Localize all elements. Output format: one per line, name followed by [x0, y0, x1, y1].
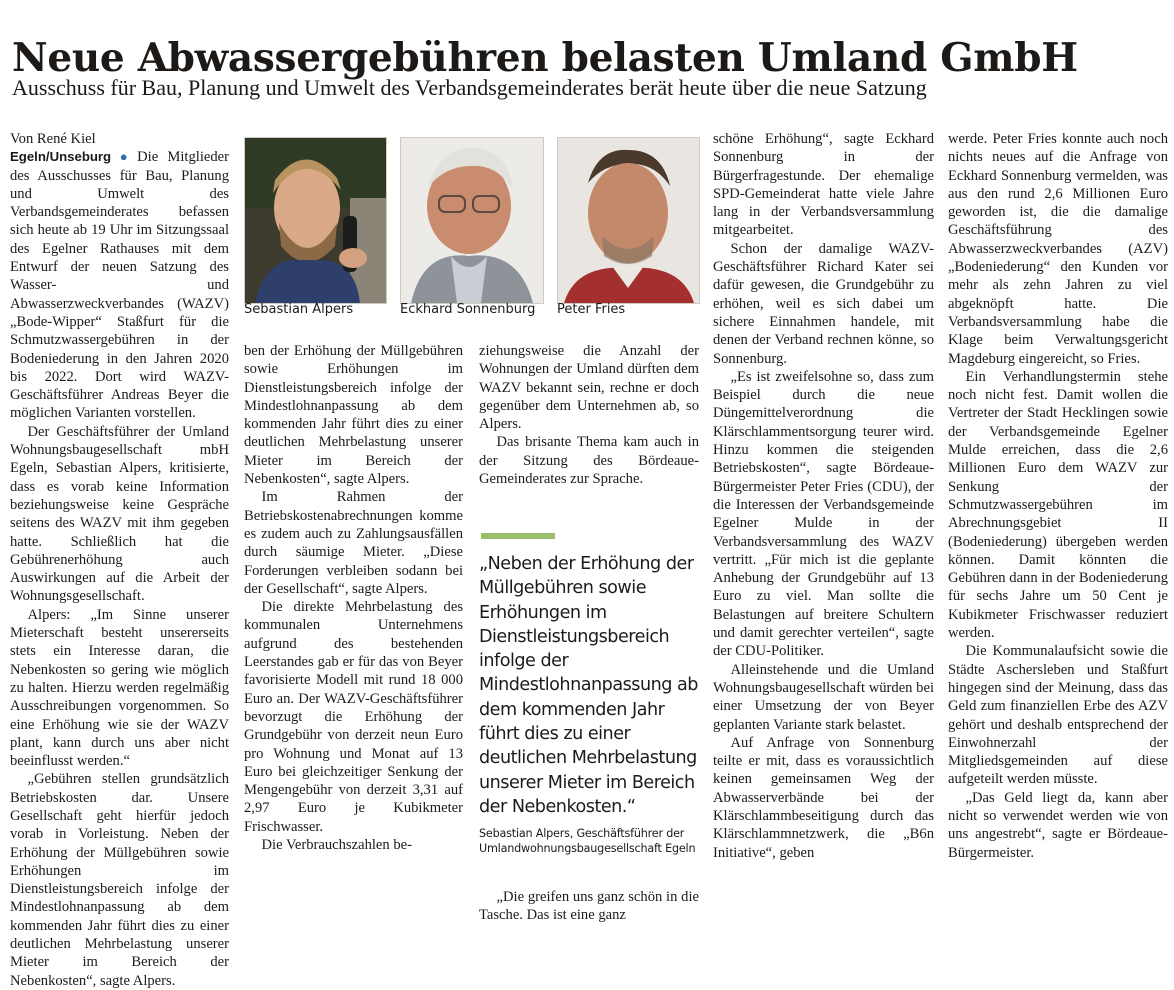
article-column-3-bottom	[479, 888, 699, 928]
paragraph: werde. Peter Fries konnte auch noch nichts neues auf die Anfrage von Eckhard Sonnenburg vermelden, was aus den rund 2,6 Millionen Euro geworden ist, die die damalige Geschäftsführung des Abwasserzweckverbandes (AZV) „Bodeniederung“ den Kunden vor mehr als zehn Jahren zu viel abgeknöpft hatte. Die Verbandsversammlung habe die Klage beim Verwaltungsgericht Magdeburg eingereicht, so Fries.	[948, 131, 1168, 367]
pull-quote-accent-bar	[481, 533, 555, 539]
paragraph: ben der Erhöhung der Müllgebühren sowie Erhöhungen im Dienstleistungsbereich infolge der Mindestlohnanpassung ab dem kommenden Jahr führt dies zu einer deutlichen Mehrbelastung unserer Mieter im Bereich der Nebenkosten“, sagte Alpers.	[244, 343, 463, 488]
article-column-2	[244, 342, 463, 925]
byline	[10, 130, 229, 148]
paragraph-text: Die Mitglieder des Ausschusses für Bau, Planung und Umwelt des Verbandsgemeinderates befassen sich heute ab 19 Uhr im Sitzungssaal des Egelner Rathauses mit dem Entwurf der neuen Satzung des Wasser- und Abwasserzweckverbandes (WAZV) „Bode-Wipper“ Staßfurt für die Schmutzwassergebühren in der Bodeniederung in den Jahren 2020 bis 2022. Dort wird WAZV-Geschäftsführer Andreas Beyer die möglichen Varianten vorstellen.	[10, 149, 229, 422]
paragraph: Die direkte Mehrbelastung des kommunalen Unternehmens aufgrund des bestehenden Leerstandes gab er für das von Beyer favorisierte Modell mit rund 18 000 Euro an. Der WAZV-Geschäftsführer bevorzugt die Erhöhung der Grundgebühr von derzeit neun Euro pro Wohnung und Monat auf 13 Euro bei gleichzeitiger Senkung der Mengengebühr von derzeit 3,31 auf 2,97 Euro je Kubikmeter Frischwasser.	[244, 599, 463, 835]
paragraph: „Es ist zweifelsohne so, dass zum Beispiel durch die neue Düngemittelverordnung die Klärschlammentsorgung teurer wird. Hinzu kommen die steigenden Betriebskosten“, sagte Bördeaue-Bürgermeister Peter Fries (CDU), der die Interessen der Verbandsgemeinde Egelner Mulde in der Verbandsversammlung des WAZV vertritt. „Für mich ist die geplante Anhebung der Grundgebühr auf 13 Euro zu viel. Man sollte die Belastungen auf breitere Schultern und damit gerechter verteilen“, sagte der CDU-Politiker.	[713, 368, 934, 660]
photo-caption: Sebastian Alpers	[244, 302, 354, 317]
paragraph: Auf Anfrage von Sonnenburg teilte er mit, dass es voraussichtlich keinen gemeinsamen Weg der Abwasserverbände bei der Klärschlammbeseitigung durch das Klärschlammnetzwerk, die „B6n Initiative“, geben	[713, 734, 934, 861]
photo-peter-fries	[557, 137, 700, 304]
photo-eckhard-sonnenburg	[400, 137, 544, 304]
photo-caption: Peter Fries	[557, 302, 626, 317]
paragraph: Im Rahmen der Betriebskostenabrechnungen komme es zudem auch zu Zahlungsausfällen durch säumige Mieter. „Diese Forderungen verbleiben sodann bei der Gesellschaft“, sagte Alpers.	[244, 489, 463, 597]
photo-sebastian-alpers	[244, 137, 387, 304]
paragraph: Der Geschäftsführer der Umland Wohnungsbaugesellschaft mbH Egeln, Sebastian Alpers, kritisierte, dass es vorab keine Information beziehungsweise keine Gespräche seitens des WAZV mit ihm gegeben hatte. Schließlich hat die Gebührenerhöhung auch Auswirkungen auf die Arbeit der Wohnungsgesellschaft.	[10, 423, 229, 605]
paragraph: ziehungsweise die Anzahl der Wohnungen der Umland dürften dem WAZV bekannt sein, rechne er doch gegenüber dem Unternehmen ab, so Alpers.	[479, 343, 699, 433]
paragraph: schöne Erhöhung“, sagte Eckhard Sonnenburg in der Bürgerfragestunde. Der ehemalige SPD-Gemeinderat hatte viele Jahre lang in der Verbandsversammlung mitgearbeitet.	[713, 131, 934, 239]
paragraph: Das brisante Thema kam auch in der Sitzung des Bördeaue-Gemeinderates zur Sprache.	[479, 434, 699, 488]
paragraph: Alpers: „Im Sinne unserer Mieterschaft besteht unsererseits stets ein Interesse daran, die Nebenkosten so gering wie möglich zu halten. Hierzu werden regelmäßig Ausschreibungen vorgenommen. So eine Erhöhung wie sie der WAZV plant, kann durch uns aber nicht beeinflusst werden.“	[10, 606, 229, 770]
photo-caption: Eckhard Sonnenburg	[400, 302, 536, 317]
paragraph: „Gebühren stellen grundsätzlich Betriebskosten dar. Unsere Gesellschaft geht hierfür jedoch vorab in Vorleistung. Neben der Erhöhung der Müllgebühren sowie Erhöhungen im Dienstleistungsbereich infolge der Mindestlohnanpassung ab dem kommenden Jahr führt dies zu einer deutlichen Mehrbelastung unserer Mieter im Bereich der Nebenkosten“, sagte Alpers.	[10, 771, 229, 989]
paragraph: Alleinstehende und die Umland Wohnungsbaugesellschaft würden bei einer Umsetzung der von Beyer geplanten Variante stark belastet.	[713, 661, 934, 733]
dateline: Egeln/Unseburg	[10, 149, 112, 165]
article-subheadline: Ausschuss für Bau, Planung und Umwelt des Verbandsgemeinderates berät heute über die neue Satzung	[12, 75, 927, 100]
article-headline: Neue Abwassergebühren belasten Umland GmbH	[12, 35, 1078, 82]
paragraph: Die Verbrauchszahlen be-	[261, 837, 412, 854]
paragraph: „Die greifen uns ganz schön in die Tasche. Das ist eine ganz	[479, 889, 699, 924]
author-name: Von René Kiel	[10, 131, 96, 147]
paragraph: „Das Geld liegt da, kann aber nicht so verwendet werden wie von uns angestrebt“, sagte er Bördeaue-Bürgermeister.	[948, 789, 1168, 861]
article-column-3-top	[479, 342, 699, 510]
pull-quote-source: Sebastian Alpers, Geschäftsführer der Umlandwohnungsbaugesellschaft Egeln	[479, 827, 696, 855]
paragraph: Ein Verhandlungstermin stehe noch nicht fest. Damit wollen die Vertreter der Stadt Hecklingen sowie der Verbandsgemeinde Egelner Mulde erreichen, dass die 2,6 Millionen Euro dem WAZV zur Senkung der Schmutzwassergebühren im Abrechnungsgebiet II (Bodeniederung) übergeben werden können. Damit könnten die Gebühren dann in der Bodeniederung für sechs Jahre um 50 Cent je Kubikmeter Frischwasser reduziert werden.	[948, 368, 1168, 642]
dateline-bullet-icon: ●	[114, 149, 134, 165]
article-column-1	[10, 130, 229, 989]
paragraph: Schon der damalige WAZV-Geschäftsführer Richard Kater sei dafür gewesen, die Grundgebühr zu erhöhen, weil es sich dabei um sichere Einnahmen handele, mit denen der Verband rechnen könne, so Sonnenburg.	[713, 240, 934, 367]
paragraph: Die Kommunalaufsicht sowie die Städte Aschersleben und Staßfurt hingegen sind der Meinung, dass das Geld zum finanziellen Erbe des AZV gehört und deshalb entsprechend der Einwohnerzahl der Mitgliedsgemeinden auf diese aufgeteilt werden müsste.	[948, 643, 1168, 788]
article-column-4	[713, 130, 934, 925]
article-column-5	[948, 130, 1168, 925]
lead-paragraph	[10, 148, 229, 422]
pull-quote: „Neben der Erhöhung der Müllgebühren sowie Erhöhungen im Dienstleistungsbereich infolge der Mindestlohnanpassung ab dem kommenden Jahr führt dies zu einer deutlichen Mehrbelastung unserer Mieter im Bereich der Nebenkosten.“	[479, 554, 698, 817]
